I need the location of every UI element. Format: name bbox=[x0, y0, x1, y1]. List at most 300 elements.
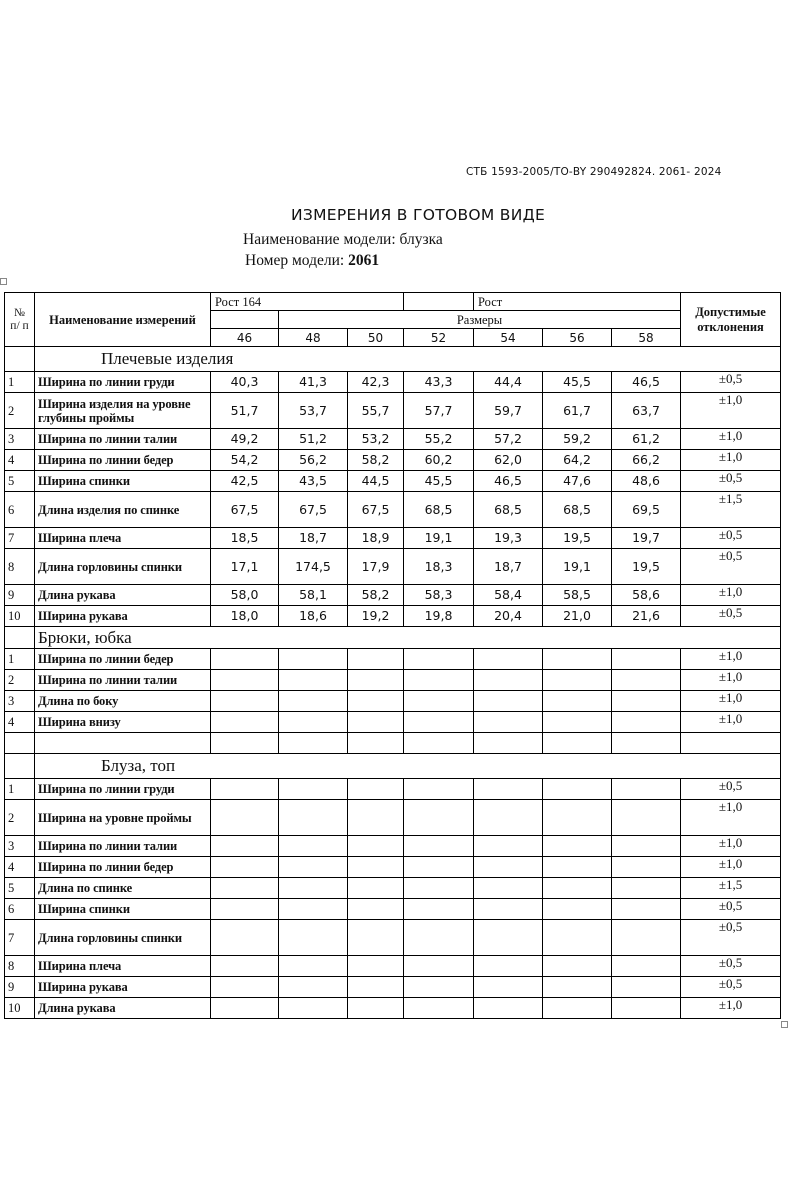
measurement-value: 19,7 bbox=[612, 528, 681, 549]
row-number: 4 bbox=[5, 450, 35, 471]
table-row bbox=[5, 492, 781, 528]
tolerance-value: ±0,5 bbox=[681, 920, 781, 956]
measurement-value: 58,3 bbox=[404, 585, 474, 606]
measurement-value: 68,5 bbox=[404, 492, 474, 528]
measurement-value: 19,1 bbox=[543, 549, 612, 585]
table-body bbox=[5, 347, 781, 1019]
row-number: 1 bbox=[5, 649, 35, 670]
measurement-value: 59,7 bbox=[474, 393, 543, 429]
measurement-name: Ширина рукава bbox=[35, 977, 211, 998]
measurement-value: 45,5 bbox=[404, 471, 474, 492]
measurement-value bbox=[404, 977, 474, 998]
measurement-value bbox=[279, 670, 348, 691]
measurement-value: 42,5 bbox=[211, 471, 279, 492]
measurement-value bbox=[348, 920, 404, 956]
measurement-value: 20,4 bbox=[474, 606, 543, 627]
measurement-value bbox=[404, 691, 474, 712]
table-row bbox=[5, 585, 781, 606]
measurement-value bbox=[543, 691, 612, 712]
measurement-value bbox=[474, 977, 543, 998]
measurement-name: Ширина внизу bbox=[35, 712, 211, 733]
row-number: 10 bbox=[5, 606, 35, 627]
measurement-value bbox=[543, 800, 612, 836]
empty-cell bbox=[35, 733, 211, 754]
sizes-row-spacer bbox=[211, 311, 279, 329]
row-number: 4 bbox=[5, 712, 35, 733]
row-number: 2 bbox=[5, 670, 35, 691]
table-row bbox=[5, 899, 781, 920]
measurement-value bbox=[474, 649, 543, 670]
table-anchor-top-left bbox=[0, 278, 7, 285]
row-number: 9 bbox=[5, 585, 35, 606]
measurement-value: 40,3 bbox=[211, 372, 279, 393]
measurement-value: 174,5 bbox=[279, 549, 348, 585]
measurement-value bbox=[348, 998, 404, 1019]
measurement-value bbox=[474, 878, 543, 899]
measurement-name: Ширина по линии талии bbox=[35, 429, 211, 450]
table-row bbox=[5, 878, 781, 899]
measurement-value bbox=[348, 878, 404, 899]
measurement-value bbox=[348, 691, 404, 712]
measurement-value: 66,2 bbox=[612, 450, 681, 471]
tolerance-value: ±0,5 bbox=[681, 899, 781, 920]
measurement-value bbox=[474, 836, 543, 857]
tolerance-value: ±1,5 bbox=[681, 492, 781, 528]
measurement-value bbox=[612, 691, 681, 712]
measurement-value bbox=[404, 670, 474, 691]
measurement-value bbox=[474, 691, 543, 712]
measurement-value bbox=[612, 920, 681, 956]
model-name-line bbox=[243, 231, 443, 249]
measurement-value bbox=[211, 857, 279, 878]
table-row bbox=[5, 471, 781, 492]
section-number-cell bbox=[5, 347, 35, 372]
col-name-header: Наименование измерений bbox=[35, 293, 211, 347]
measurement-value bbox=[404, 836, 474, 857]
measurement-value bbox=[211, 977, 279, 998]
table-row bbox=[5, 393, 781, 429]
measurement-value bbox=[211, 920, 279, 956]
measurement-value: 58,1 bbox=[279, 585, 348, 606]
measurement-value bbox=[348, 836, 404, 857]
table-header bbox=[5, 293, 781, 347]
measurement-value bbox=[211, 649, 279, 670]
table-row bbox=[5, 691, 781, 712]
measurement-value bbox=[612, 779, 681, 800]
measurement-name: Длина рукава bbox=[35, 585, 211, 606]
measurement-value: 18,9 bbox=[348, 528, 404, 549]
empty-cell bbox=[543, 733, 612, 754]
measurement-name: Длина рукава bbox=[35, 998, 211, 1019]
measurement-value bbox=[211, 956, 279, 977]
row-number: 7 bbox=[5, 528, 35, 549]
model-name-value: блузка bbox=[399, 231, 443, 248]
size-header: 52 bbox=[404, 329, 474, 347]
tolerance-value: ±1,0 bbox=[681, 998, 781, 1019]
measurement-value: 58,4 bbox=[474, 585, 543, 606]
measurement-name: Длина изделия по спинке bbox=[35, 492, 211, 528]
measurement-value bbox=[211, 899, 279, 920]
measurement-value bbox=[543, 836, 612, 857]
measurement-value: 67,5 bbox=[348, 492, 404, 528]
measurement-value bbox=[543, 998, 612, 1019]
section-number-cell bbox=[5, 754, 35, 779]
measurement-value: 18,6 bbox=[279, 606, 348, 627]
section-row bbox=[5, 347, 781, 372]
tolerance-value: ±0,5 bbox=[681, 549, 781, 585]
table-row bbox=[5, 606, 781, 627]
measurement-value: 47,6 bbox=[543, 471, 612, 492]
measurement-value bbox=[474, 998, 543, 1019]
measurement-value bbox=[543, 712, 612, 733]
measurement-value bbox=[404, 878, 474, 899]
table-row bbox=[5, 528, 781, 549]
table-row bbox=[5, 712, 781, 733]
measurement-name: Ширина спинки bbox=[35, 471, 211, 492]
table-row bbox=[5, 670, 781, 691]
measurement-value bbox=[211, 998, 279, 1019]
measurement-value: 19,2 bbox=[348, 606, 404, 627]
tolerance-value: ±1,0 bbox=[681, 670, 781, 691]
height-164-header: Рост 164 bbox=[211, 293, 404, 311]
measurement-value bbox=[543, 977, 612, 998]
measurement-value bbox=[404, 779, 474, 800]
tolerance-value: ±1,0 bbox=[681, 836, 781, 857]
measurement-value bbox=[612, 956, 681, 977]
measurement-name: Ширина по линии талии bbox=[35, 670, 211, 691]
measurement-value bbox=[404, 712, 474, 733]
sizes-header: Размеры bbox=[279, 311, 681, 329]
empty-cell bbox=[5, 733, 35, 754]
measurement-value bbox=[612, 998, 681, 1019]
measurement-value bbox=[279, 878, 348, 899]
row-number: 5 bbox=[5, 878, 35, 899]
measurement-value bbox=[211, 779, 279, 800]
measurement-value: 18,0 bbox=[211, 606, 279, 627]
measurement-value bbox=[612, 857, 681, 878]
empty-cell bbox=[474, 733, 543, 754]
table-row bbox=[5, 429, 781, 450]
measurement-value bbox=[612, 899, 681, 920]
measurement-value: 64,2 bbox=[543, 450, 612, 471]
measurement-value: 19,3 bbox=[474, 528, 543, 549]
measurement-value: 17,9 bbox=[348, 549, 404, 585]
measurement-value bbox=[211, 712, 279, 733]
measurement-value: 68,5 bbox=[543, 492, 612, 528]
measurement-value: 42,3 bbox=[348, 372, 404, 393]
measurement-value: 18,7 bbox=[474, 549, 543, 585]
measurement-value bbox=[279, 712, 348, 733]
size-header: 54 bbox=[474, 329, 543, 347]
measurement-name: Ширина спинки bbox=[35, 899, 211, 920]
page-title: ИЗМЕРЕНИЯ В ГОТОВОМ ВИДЕ bbox=[291, 206, 546, 224]
measurement-value bbox=[279, 899, 348, 920]
measurement-value bbox=[474, 956, 543, 977]
table-row bbox=[5, 920, 781, 956]
height-header: Рост bbox=[474, 293, 681, 311]
measurement-value bbox=[211, 800, 279, 836]
header-spacer bbox=[404, 293, 474, 311]
measurement-value bbox=[348, 712, 404, 733]
measurement-value bbox=[211, 691, 279, 712]
measurement-value: 21,0 bbox=[543, 606, 612, 627]
empty-cell bbox=[348, 733, 404, 754]
row-number: 4 bbox=[5, 857, 35, 878]
measurement-value bbox=[543, 649, 612, 670]
row-number: 9 bbox=[5, 977, 35, 998]
table-row bbox=[5, 779, 781, 800]
table-row bbox=[5, 372, 781, 393]
tolerance-value: ±0,5 bbox=[681, 779, 781, 800]
size-header: 58 bbox=[612, 329, 681, 347]
measurement-value bbox=[404, 920, 474, 956]
tolerance-value: ±0,5 bbox=[681, 528, 781, 549]
measurement-value bbox=[348, 800, 404, 836]
row-number: 6 bbox=[5, 492, 35, 528]
tolerance-value: ±0,5 bbox=[681, 977, 781, 998]
measurement-value: 60,2 bbox=[404, 450, 474, 471]
tolerance-value: ±1,0 bbox=[681, 691, 781, 712]
measurement-name: Ширина плеча bbox=[35, 528, 211, 549]
tolerance-value: ±0,5 bbox=[681, 372, 781, 393]
table-row bbox=[5, 649, 781, 670]
measurement-value bbox=[279, 691, 348, 712]
measurement-value bbox=[279, 857, 348, 878]
measurement-value: 44,5 bbox=[348, 471, 404, 492]
measurement-name: Ширина плеча bbox=[35, 956, 211, 977]
size-header: 56 bbox=[543, 329, 612, 347]
model-name-label: Наименование модели: bbox=[243, 231, 396, 248]
measurement-value bbox=[474, 899, 543, 920]
size-header: 48 bbox=[279, 329, 348, 347]
row-number: 3 bbox=[5, 836, 35, 857]
measurement-value: 43,3 bbox=[404, 372, 474, 393]
measurement-name: Длина горловины спинки bbox=[35, 920, 211, 956]
section-title: Плечевые изделия bbox=[35, 347, 781, 372]
measurement-value bbox=[543, 779, 612, 800]
measurement-value bbox=[612, 712, 681, 733]
section-row bbox=[5, 627, 781, 649]
measurement-value: 53,7 bbox=[279, 393, 348, 429]
measurement-value bbox=[612, 878, 681, 899]
measurement-value bbox=[474, 857, 543, 878]
measurement-value bbox=[612, 836, 681, 857]
tolerance-value: ±1,0 bbox=[681, 585, 781, 606]
measurement-value bbox=[211, 878, 279, 899]
row-number: 3 bbox=[5, 429, 35, 450]
measurement-value bbox=[474, 712, 543, 733]
measurement-value bbox=[543, 878, 612, 899]
measurement-name: Ширина изделия на уровне глубины проймы bbox=[35, 393, 211, 429]
measurement-value: 69,5 bbox=[612, 492, 681, 528]
measurement-value: 58,5 bbox=[543, 585, 612, 606]
model-number-label: Номер модели: bbox=[245, 252, 345, 269]
measurement-value: 54,2 bbox=[211, 450, 279, 471]
measurement-value bbox=[279, 836, 348, 857]
measurement-value bbox=[404, 956, 474, 977]
measurement-value bbox=[348, 956, 404, 977]
measurement-value: 67,5 bbox=[279, 492, 348, 528]
measurement-value bbox=[474, 779, 543, 800]
section-title: Блуза, топ bbox=[35, 754, 781, 779]
measurement-value bbox=[612, 649, 681, 670]
measurement-name: Длина по боку bbox=[35, 691, 211, 712]
measurement-value: 58,2 bbox=[348, 585, 404, 606]
measurement-value bbox=[279, 977, 348, 998]
tolerance-value: ±0,5 bbox=[681, 956, 781, 977]
size-header: 50 bbox=[348, 329, 404, 347]
measurement-value bbox=[543, 956, 612, 977]
measurement-value bbox=[279, 800, 348, 836]
measurement-value: 43,5 bbox=[279, 471, 348, 492]
measurement-value: 58,0 bbox=[211, 585, 279, 606]
row-number: 8 bbox=[5, 549, 35, 585]
measurement-value bbox=[279, 920, 348, 956]
table-row bbox=[5, 836, 781, 857]
row-number: 8 bbox=[5, 956, 35, 977]
measurement-value bbox=[612, 977, 681, 998]
table-row bbox=[5, 450, 781, 471]
tolerance-value: ±1,0 bbox=[681, 857, 781, 878]
measurement-value bbox=[348, 670, 404, 691]
table-row bbox=[5, 998, 781, 1019]
measurement-value bbox=[279, 956, 348, 977]
measurement-name: Ширина на уровне проймы bbox=[35, 800, 211, 836]
tolerance-value: ±1,0 bbox=[681, 649, 781, 670]
row-number: 10 bbox=[5, 998, 35, 1019]
table-anchor-bottom-right bbox=[781, 1021, 788, 1028]
measurement-value bbox=[348, 899, 404, 920]
row-number: 2 bbox=[5, 800, 35, 836]
col-tolerance-header: Допустимые отклонения bbox=[681, 293, 781, 347]
measurement-value bbox=[348, 779, 404, 800]
tolerance-value: ±0,5 bbox=[681, 471, 781, 492]
empty-cell bbox=[612, 733, 681, 754]
measurement-value: 62,0 bbox=[474, 450, 543, 471]
measurement-value: 58,2 bbox=[348, 450, 404, 471]
measurement-value: 57,2 bbox=[474, 429, 543, 450]
table-row bbox=[5, 549, 781, 585]
row-number: 3 bbox=[5, 691, 35, 712]
section-row bbox=[5, 754, 781, 779]
measurement-value: 44,4 bbox=[474, 372, 543, 393]
measurement-name: Ширина по линии талии bbox=[35, 836, 211, 857]
measurement-value: 63,7 bbox=[612, 393, 681, 429]
measurement-value: 59,2 bbox=[543, 429, 612, 450]
measurement-value bbox=[543, 899, 612, 920]
tolerance-value: ±1,5 bbox=[681, 878, 781, 899]
measurement-value bbox=[279, 779, 348, 800]
col-number-header: № п/ п bbox=[5, 293, 35, 347]
measurement-value: 55,2 bbox=[404, 429, 474, 450]
empty-cell bbox=[404, 733, 474, 754]
measurement-value: 18,3 bbox=[404, 549, 474, 585]
measurement-value bbox=[348, 857, 404, 878]
measurement-name: Длина горловины спинки bbox=[35, 549, 211, 585]
tolerance-value: ±1,0 bbox=[681, 429, 781, 450]
measurement-value bbox=[404, 800, 474, 836]
model-number-line bbox=[245, 252, 379, 270]
measurement-value bbox=[474, 920, 543, 956]
measurement-value bbox=[404, 857, 474, 878]
measurement-value: 53,2 bbox=[348, 429, 404, 450]
tolerance-value: ±1,0 bbox=[681, 450, 781, 471]
table-row bbox=[5, 800, 781, 836]
measurement-name: Ширина по линии бедер bbox=[35, 857, 211, 878]
measurement-name: Ширина по линии груди bbox=[35, 372, 211, 393]
row-number: 2 bbox=[5, 393, 35, 429]
table-row bbox=[5, 956, 781, 977]
tolerance-value: ±1,0 bbox=[681, 712, 781, 733]
measurement-value bbox=[348, 649, 404, 670]
measurement-value bbox=[612, 670, 681, 691]
empty-cell bbox=[681, 733, 781, 754]
measurement-value bbox=[474, 800, 543, 836]
table-row bbox=[5, 977, 781, 998]
row-number: 1 bbox=[5, 372, 35, 393]
measurement-value: 56,2 bbox=[279, 450, 348, 471]
measurement-name: Ширина по линии бедер bbox=[35, 649, 211, 670]
measurement-table bbox=[4, 292, 781, 1019]
measurement-value: 41,3 bbox=[279, 372, 348, 393]
measurement-value: 45,5 bbox=[543, 372, 612, 393]
measurement-value bbox=[543, 670, 612, 691]
measurement-value bbox=[404, 649, 474, 670]
measurement-value bbox=[474, 670, 543, 691]
row-number: 1 bbox=[5, 779, 35, 800]
measurement-value: 48,6 bbox=[612, 471, 681, 492]
row-number: 5 bbox=[5, 471, 35, 492]
measurement-value: 18,5 bbox=[211, 528, 279, 549]
row-number: 7 bbox=[5, 920, 35, 956]
measurement-value bbox=[543, 920, 612, 956]
measurement-value bbox=[211, 670, 279, 691]
standard-code: СТБ 1593-2005/ТО-BY 290492824. 2061- 2024 bbox=[466, 166, 722, 178]
tolerance-value: ±1,0 bbox=[681, 393, 781, 429]
size-header: 46 bbox=[211, 329, 279, 347]
measurement-name: Ширина рукава bbox=[35, 606, 211, 627]
measurement-value: 19,8 bbox=[404, 606, 474, 627]
measurement-value: 21,6 bbox=[612, 606, 681, 627]
measurement-value: 55,7 bbox=[348, 393, 404, 429]
measurement-value: 46,5 bbox=[474, 471, 543, 492]
measurement-value: 46,5 bbox=[612, 372, 681, 393]
row-number: 6 bbox=[5, 899, 35, 920]
measurement-value bbox=[348, 977, 404, 998]
measurement-value: 17,1 bbox=[211, 549, 279, 585]
measurement-value: 68,5 bbox=[474, 492, 543, 528]
measurement-value bbox=[404, 998, 474, 1019]
empty-cell bbox=[279, 733, 348, 754]
measurement-value: 19,1 bbox=[404, 528, 474, 549]
measurement-value: 61,2 bbox=[612, 429, 681, 450]
measurement-name: Ширина по линии бедер bbox=[35, 450, 211, 471]
measurement-value: 51,7 bbox=[211, 393, 279, 429]
tolerance-value: ±0,5 bbox=[681, 606, 781, 627]
measurement-value: 19,5 bbox=[543, 528, 612, 549]
measurement-name: Ширина по линии груди bbox=[35, 779, 211, 800]
measurement-value: 19,5 bbox=[612, 549, 681, 585]
measurement-value: 49,2 bbox=[211, 429, 279, 450]
empty-row bbox=[5, 733, 781, 754]
measurement-value: 58,6 bbox=[612, 585, 681, 606]
measurement-value: 57,7 bbox=[404, 393, 474, 429]
measurement-value bbox=[211, 836, 279, 857]
table-row bbox=[5, 857, 781, 878]
empty-cell bbox=[211, 733, 279, 754]
measurement-value: 67,5 bbox=[211, 492, 279, 528]
model-number-value: 2061 bbox=[348, 252, 380, 269]
